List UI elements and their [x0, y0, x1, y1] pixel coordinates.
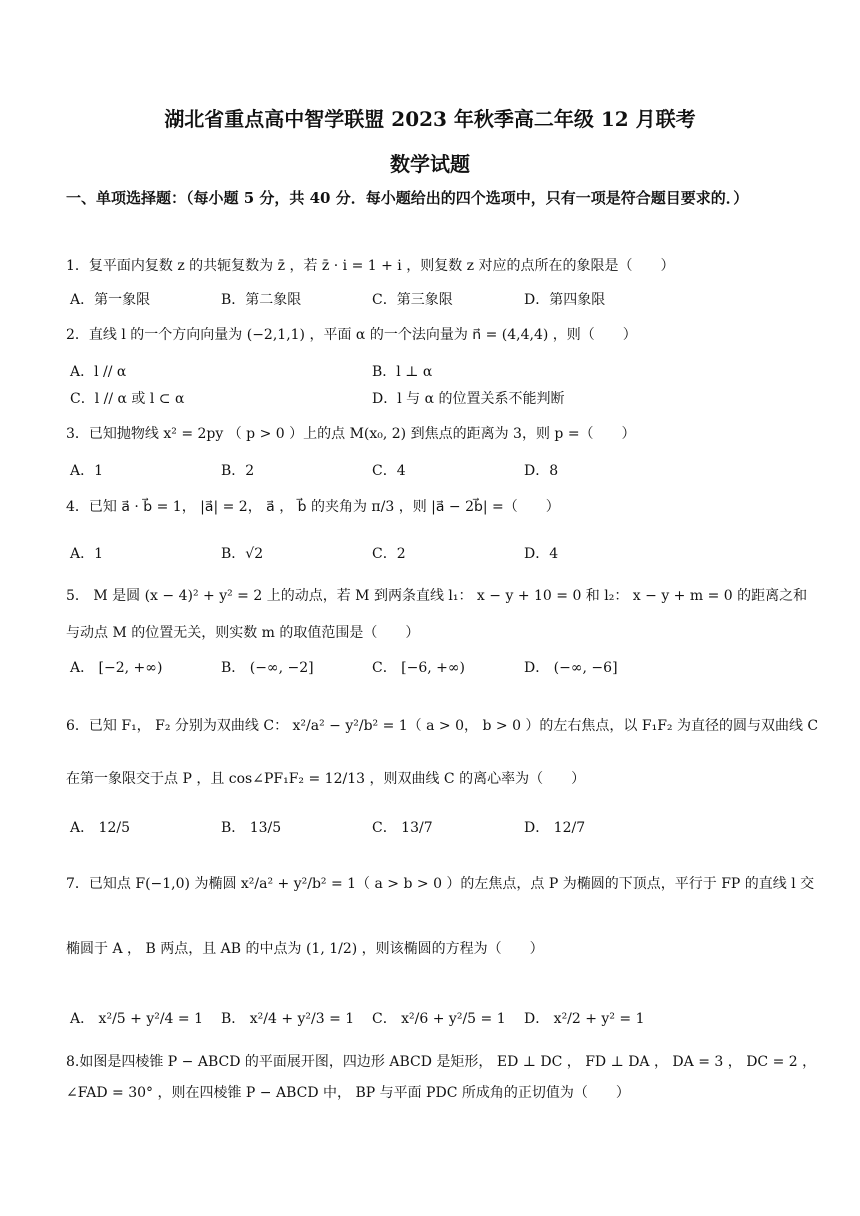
question-2-option-d: D．l 与 α 的位置关系不能判断: [372, 391, 565, 407]
question-4-option-d: D．4: [524, 546, 559, 562]
question-6-option-b: B． 13/5: [221, 820, 282, 836]
question-4-option-c: C．2: [372, 546, 406, 562]
question-3-option-b: B．2: [221, 463, 255, 479]
question-8-stem-line2: ∠FAD = 30° ，则在四棱锥 P − ABCD 中， BP 与平面 PDC 所成角的正切值为（ ）: [66, 1085, 630, 1101]
question-6-stem: 6．已知 F₁， F₂ 分别为双曲线 C： x²/a² − y²/b² = 1（ a > 0， b > 0 ）的左右焦点，以 F₁F₂ 为直径的圆与双曲线 C: [66, 718, 819, 734]
question-3-option-d: D．8: [524, 463, 559, 479]
question-7-stem-line2: 椭圆于 A ， B 两点，且 AB 的中点为 (1, 1/2) ，则该椭圆的方程为（ ）: [66, 941, 544, 957]
question-6-option-c: C． 13/7: [372, 820, 433, 836]
question-2-stem: 2．直线 l 的一个方向向量为 (−2,1,1) ，平面 α 的一个法向量为 n⃗ = (4,4,4) ，则（ ）: [66, 327, 637, 343]
question-5-option-b: B． (−∞, −2]: [221, 660, 314, 676]
question-5-stem-line2: 与动点 M 的位置无关，则实数 m 的取值范围是（ ）: [66, 625, 420, 641]
exam-subtitle: 数学试题: [390, 152, 470, 176]
question-7-option-a: A． x²/5 + y²/4 = 1: [70, 1011, 204, 1027]
question-3-stem: 3．已知抛物线 x² = 2py （ p > 0 ）上的点 M(x₀, 2) 到焦点的距离为 3，则 p =（ ）: [66, 426, 636, 442]
question-1-option-c: C．第三象限: [372, 292, 453, 308]
question-6-stem-line2: 在第一象限交于点 P ，且 cos∠PF₁F₂ = 12/13 ，则双曲线 C 的离心率为（ ）: [66, 771, 586, 787]
question-3-option-c: C．4: [372, 463, 406, 479]
question-4-stem: 4．已知 a⃗ · b⃗ = 1， |a⃗| = 2， a⃗ ， b⃗ 的夹角为 π/3 ，则 |a⃗ − 2b⃗| =（ ）: [66, 499, 560, 515]
question-2-option-b: B．l ⊥ α: [372, 364, 433, 380]
question-7-stem: 7．已知点 F(−1,0) 为椭圆 x²/a² + y²/b² = 1（ a > b > 0 ）的左焦点，点 P 为椭圆的下顶点，平行于 FP 的直线 l 交: [66, 876, 815, 892]
question-5-option-a: A． [−2, +∞): [70, 660, 163, 676]
question-5-option-c: C． [−6, +∞): [372, 660, 466, 676]
section-heading: 一、单项选择题：（每小题 5 分，共 40 分．每小题给出的四个选项中，只有一项是符合题目要求的．）: [66, 189, 749, 207]
question-2-option-a: A．l // α: [70, 364, 127, 380]
question-1-option-a: A．第一象限: [70, 292, 151, 308]
question-2-option-c: C．l // α 或 l ⊂ α: [70, 391, 185, 407]
question-7-option-d: D． x²/2 + y² = 1: [524, 1011, 645, 1027]
question-1-stem: 1．复平面内复数 z 的共轭复数为 z̄ ，若 z̄ · i = 1 + i ，则复数 z 对应的点所在的象限是（ ）: [66, 258, 675, 274]
question-3-option-a: A．1: [70, 463, 104, 479]
question-6-option-a: A． 12/5: [70, 820, 130, 836]
exam-title: 湖北省重点高中智学联盟 2023 年秋季高二年级 12 月联考: [164, 107, 696, 131]
question-7-option-b: B． x²/4 + y²/3 = 1: [221, 1011, 355, 1027]
question-5-option-d: D． (−∞, −6]: [524, 660, 618, 676]
question-6-option-d: D． 12/7: [524, 820, 586, 836]
question-8-stem: 8.如图是四棱锥 P − ABCD 的平面展开图，四边形 ABCD 是矩形， ED ⊥ DC ， FD ⊥ DA ， DA = 3 ， DC = 2 ，: [66, 1054, 817, 1070]
question-1-option-d: D．第四象限: [524, 292, 606, 308]
question-5-stem: 5． M 是圆 (x − 4)² + y² = 2 上的动点，若 M 到两条直线 l₁： x − y + 10 = 0 和 l₂： x − y + m = 0 的距离之和: [66, 588, 808, 604]
question-1-option-b: B．第二象限: [221, 292, 302, 308]
question-4-option-a: A．1: [70, 546, 104, 562]
question-7-option-c: C． x²/6 + y²/5 = 1: [372, 1011, 506, 1027]
question-4-option-b: B．√2: [221, 546, 264, 562]
